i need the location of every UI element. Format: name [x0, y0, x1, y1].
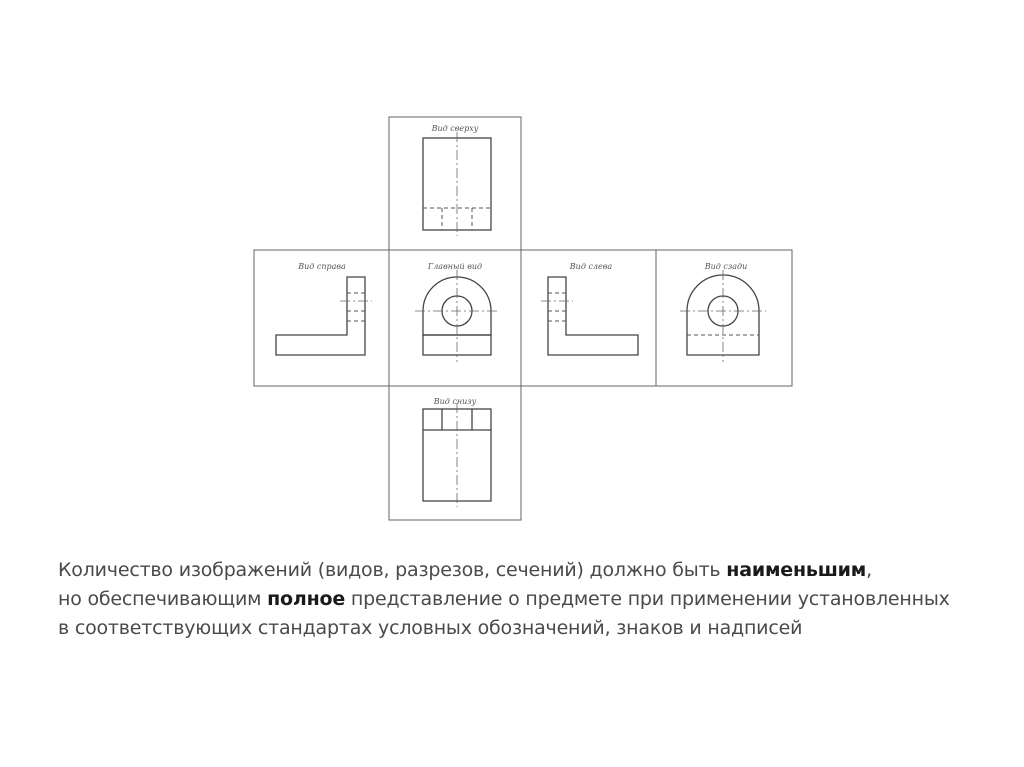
- caption-text-run: Количество изображений (видов, разрезов, сечений) должно быть: [58, 559, 727, 581]
- rear-view: [656, 250, 792, 386]
- caption-text-run: представление о предмете при применении установленных: [345, 588, 950, 610]
- caption-text-run: ,: [866, 559, 872, 581]
- bottom-view-frame: [389, 386, 521, 520]
- front-view: [389, 250, 521, 386]
- right-view-label: Вид справа: [298, 262, 346, 271]
- caption-emphasis-full: полное: [267, 588, 346, 610]
- caption-line-3: в соответствующих стандартах условных обозначений, знаков и надписей: [58, 617, 803, 639]
- caption-line-1: [58, 556, 998, 585]
- bottom-view: [389, 386, 521, 520]
- rear-view-label: Вид сзади: [704, 262, 748, 271]
- caption-text: [58, 556, 998, 643]
- right-view: [254, 250, 389, 386]
- right-view-outline: [276, 277, 365, 355]
- top-view: [389, 117, 521, 250]
- left-view-label: Вид слева: [569, 262, 613, 271]
- bottom-view-label: Вид снизу: [433, 397, 477, 406]
- left-view-outline: [548, 277, 638, 355]
- top-view-label: Вид сверху: [431, 124, 479, 133]
- caption-emphasis-fewest: наименьшим: [726, 559, 867, 581]
- caption-line-2: [58, 585, 998, 614]
- front-view-label: Главный вид: [427, 262, 483, 271]
- caption-text-run: но обеспечивающим: [58, 588, 268, 610]
- left-view: [521, 250, 656, 386]
